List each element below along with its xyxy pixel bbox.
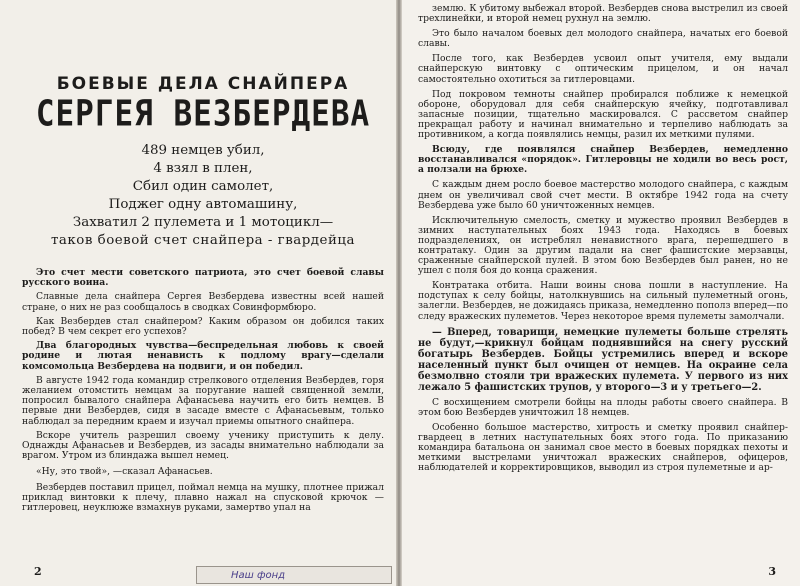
paragraph: С каждым днем росло боевое мастерство молодого снайпера, с каждым днем он увеличивал свой счет мести. В октябре 1942 года на счету Везбердева уже было 60 уничтоженных немцев.	[418, 179, 788, 211]
paragraph: Всюду, где появлялся снайпер Везбердев, немедленно восстанавливался «порядок». Гитлеровцы не ходили во весь рост, а ползали на брюхе.	[418, 144, 788, 176]
binding-gutter	[396, 0, 402, 586]
tally-line: Сбил один самолет,	[132, 179, 274, 194]
page-number: 2	[34, 565, 42, 578]
tally-line: Поджег одну автомашину,	[108, 197, 298, 212]
paragraph: — Вперед, товарищи, немецкие пулеметы больше стрелять не будут,—крикнул бойцам поднявшийся на снегу русский богатырь Везбердев. Бойцы устремились вперед и вскоре населенный пункт был очищен от немцев. На окраине села безмолвно стояли три вражеских пулемета. У первого из них лежало 5 фашистских трупов, у второго—3 и у третьего—2.	[418, 326, 788, 393]
paragraph: Везбердев поставил прицел, поймал немца на мушку, плотнее прижал приклад винтовки к плечу, плавно нажал на спусковой крючок — гитлеровец, неуклюже взмахнув руками, замертво упал на	[22, 481, 384, 514]
paragraph: Это счет мести советского патриота, это счет боевой славы русского воина.	[22, 267, 384, 289]
combat-tally	[22, 142, 384, 250]
left-body-text	[22, 268, 384, 513]
paragraph: После того, как Везбердев усвоил опыт учителя, ему выдали снайперскую винтовку с оптическим прицелом, и он начал самостоятельно охотиться за гитлеровцами.	[418, 53, 788, 85]
paragraph: Как Везбердев стал снайпером? Каким образом он добился таких побед? В чем секрет его успехов?	[22, 315, 384, 338]
paragraph: Исключительную смелость, сметку и мужество проявил Везбердев в зимних наступательных боях 1943 года. Находясь в боевых подразделениях, он истреблял ненавистного врага, перешедшего в контратаку. Один за другим падали на снег фашистские мерзавцы, сраженные снайперской пулей. В этом бою Везбердев был ранен, но не ушел с поля боя до конца сражения.	[418, 214, 788, 277]
tally-line: 4 взял в плен,	[153, 161, 253, 176]
paragraph: Это было началом боевых дел молодого снайпера, начатых его боевой славы.	[418, 28, 788, 50]
paragraph: В августе 1942 года командир стрелкового отделения Везбердев, горя желанием отомстить немцам за поругание нашей священной земли, попросил бывалого снайпера Афанасьева научить его бить немцев. В первые дни Везбердев, сидя в засаде вместе с Афанасьевым, только наблюдал за передним краем и изучал приемы опытного снайпера.	[22, 374, 384, 427]
tally-line: 489 немцев убил,	[141, 143, 265, 158]
paragraph: Вскоре учитель разрешил своему ученику приступить к делу. Однажды Афанасьев и Везбердев, из засады внимательно наблюдали за врагом. Утром из блиндажа вышел немец.	[22, 429, 384, 462]
tally-line: Захватил 2 пулемета и 1 мотоцикл—	[72, 215, 334, 230]
page-title: СЕРГЕЯ ВЕЗБЕРДЕВА	[35, 93, 371, 135]
page-number: 3	[768, 565, 776, 578]
paragraph: землю. К убитому выбежал второй. Везбердев снова выстрелил из своей трехлинейки, и второй немец рухнул на землю.	[418, 3, 788, 25]
paragraph: Славные дела снайпера Сергея Везбердева известны всей нашей стране, о них не раз сообщалось в сводках Совинформбюро.	[22, 291, 384, 313]
left-page	[0, 0, 398, 586]
archive-stamp: Наш фонд	[196, 566, 392, 584]
tally-line: таков боевой счет снайпера - гвардейца	[51, 233, 355, 248]
heading-kicker: БОЕВЫЕ ДЕЛА СНАЙПЕРА	[56, 74, 350, 94]
paragraph: Контратака отбита. Наши воины снова пошли в наступление. На подступах к селу бойцы, натолкнувшись на сильный пулеметный огонь, залегли. Везбердев, не дожидаясь приказа, немедленно пополз вперед—по следу вражеских пулеметов. Через некоторое время пулеметы замолчали.	[418, 280, 788, 322]
paragraph: «Ну, это твой», —сказал Афанасьев.	[36, 466, 213, 478]
paragraph: Два благородных чувства—беспредельная любовь к своей родине и лютая ненависть к подлому врагу—сделали комсомольца Везбердева на подвиги, и он победил.	[22, 340, 384, 372]
right-page	[400, 0, 800, 586]
paragraph: С восхищением смотрели бойцы на плоды работы своего снайпера. В этом бою Везбердев уничтожил 18 немцев.	[418, 396, 788, 418]
paragraph: Особенно большое мастерство, хитрость и сметку проявил снайпер-гвардеец в летних наступательных боях этого года. По приказанию командира батальона он занимал свое место в боевых порядках пехоты и меткими выстрелами уничтожал вражеских снайперов, офицеров, наблюдателей и корректировщиков, выводил из строя пулеметные и ар-	[418, 421, 788, 474]
paragraph: Под покровом темноты снайпер пробирался поближе к немецкой обороне, оборудовал для себя снайперскую ячейку, подготавливал запасные позиции, тщательно маскировался. С рассветом снайпер прекращал работу и начинал внимательно и терпеливо наблюдать за противником, а когда появлялись немцы, разил их меткими пулями.	[418, 88, 788, 141]
